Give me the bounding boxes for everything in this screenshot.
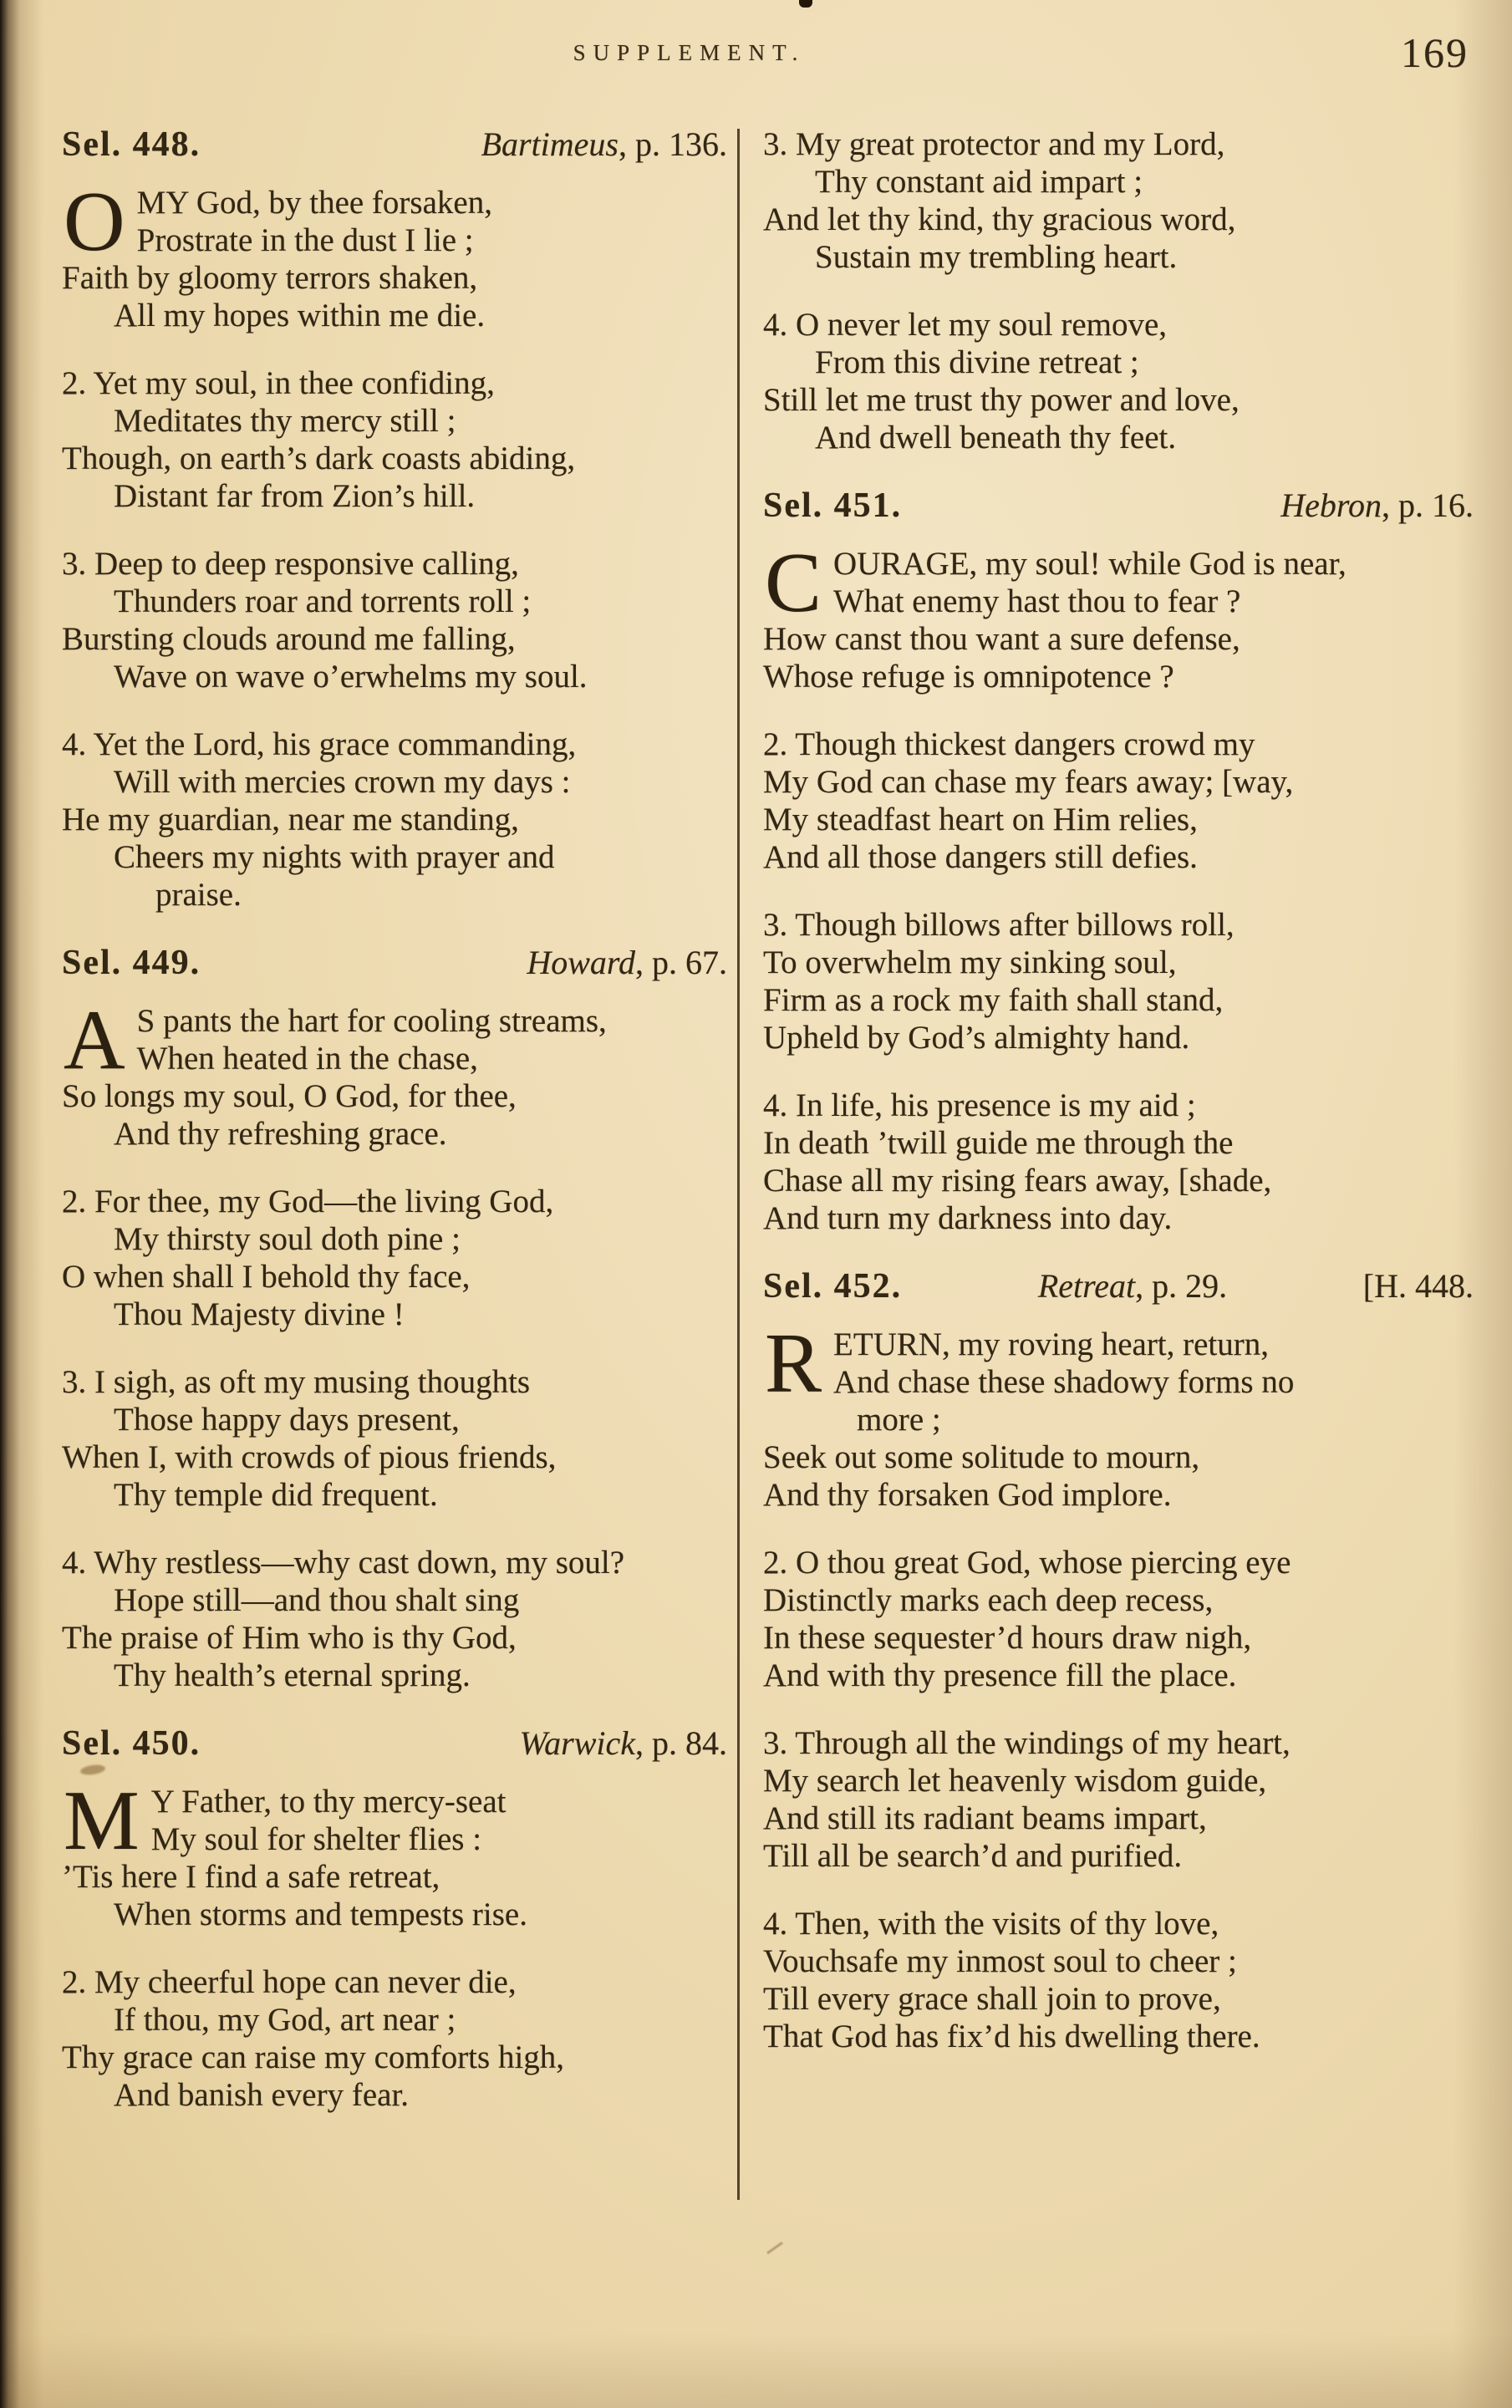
verse-line: All my hopes within me die. xyxy=(114,298,486,333)
verse-line: Distinctly marks each deep recess, xyxy=(763,1582,1214,1618)
verse-line: Hope still—and thou shalt sing xyxy=(114,1582,520,1618)
running-head-title: SUPPLEMENT. xyxy=(573,40,806,65)
verse xyxy=(62,1183,727,1333)
drop-cap-initial: A xyxy=(64,993,125,1087)
tune-reference xyxy=(1038,1267,1227,1305)
verse-line: Distant far from Zion’s hill. xyxy=(114,478,476,514)
column-1 xyxy=(62,125,737,2144)
verse-line: Y Father, to thy mercy-seat xyxy=(150,1784,507,1820)
pen-mark xyxy=(766,2242,783,2254)
verse-line: And chase these shadowy forms no xyxy=(833,1364,1295,1400)
hymn-continuation-block xyxy=(763,125,1474,456)
verse-line: 4. Why restless—why cast down, my soul? xyxy=(62,1545,625,1581)
verse-line: What enemy hast thou to fear ? xyxy=(833,583,1241,619)
selection-number: Sel. 452. xyxy=(763,1267,903,1306)
verse-line: My God can chase my fears away; [way, xyxy=(763,764,1294,800)
verse xyxy=(763,1087,1474,1237)
drop-cap-initial: O xyxy=(64,175,125,269)
column-2 xyxy=(740,125,1474,2085)
verse xyxy=(62,1544,727,1694)
verse-line: The praise of Him who is thy God, xyxy=(62,1620,517,1656)
verse-line: When I, with crowds of pious friends, xyxy=(62,1439,557,1475)
verse-line: Seek out some solitude to mourn, xyxy=(763,1439,1200,1475)
verse-line: Cheers my nights with prayer and xyxy=(114,839,555,875)
hymn-block xyxy=(763,1267,1474,2055)
verse-line: Firm as a rock my faith shall stand, xyxy=(763,982,1224,1018)
tune-page-ref: , p. 136. xyxy=(619,125,727,163)
hymn-cross-ref: [H. 448. xyxy=(1362,1267,1474,1305)
verse-line: ETURN, my roving heart, return, xyxy=(833,1326,1270,1362)
drop-cap-initial: C xyxy=(765,536,822,630)
tune-page-ref: , p. 84. xyxy=(635,1724,727,1762)
page-edge-notch xyxy=(799,0,812,8)
verse-line: Meditates thy mercy still ; xyxy=(114,403,456,439)
verse-line: And dwell beneath thy feet. xyxy=(815,420,1177,456)
verse-line: Thy constant aid impart ; xyxy=(815,164,1143,200)
verse xyxy=(62,545,727,695)
tune-page-ref: , p. 16. xyxy=(1382,486,1474,524)
verse-line: To overwhelm my sinking soul, xyxy=(763,944,1177,980)
verse-line: Thunders roar and torrents roll ; xyxy=(114,583,532,619)
verse-line: Chase all my rising fears away, [shade, xyxy=(763,1163,1272,1199)
tune-page-ref: , p. 29. xyxy=(1135,1267,1228,1305)
verse-line: And thy refreshing grace. xyxy=(114,1116,447,1152)
verse-line: When storms and tempests rise. xyxy=(114,1896,527,1932)
verse-line: Prostrate in the dust I lie ; xyxy=(136,222,474,258)
verse-line: Will with mercies crown my days : xyxy=(114,764,571,800)
verse-line: 4. Yet the Lord, his grace commanding, xyxy=(62,726,577,762)
verse-line: 3. My great protector and my Lord, xyxy=(763,126,1225,162)
tune-reference xyxy=(519,1724,727,1762)
hymn-header xyxy=(763,1267,1474,1306)
hymn-block xyxy=(62,1724,727,2114)
verse-line: MY God, by thee forsaken, xyxy=(136,185,492,221)
verse-line: From this divine retreat ; xyxy=(815,344,1139,380)
verse-line: 2. Though thickest dangers crowd my xyxy=(763,726,1255,762)
tune-page-ref: , p. 67. xyxy=(635,944,727,981)
verse-line: 2. My cheerful hope can never die, xyxy=(62,1964,517,2000)
hymn-header xyxy=(763,486,1474,525)
verse-line: 2. For thee, my God—the living God, xyxy=(62,1184,554,1219)
verse xyxy=(763,1544,1474,1694)
verse-line: 3. I sigh, as oft my musing thoughts xyxy=(62,1364,531,1400)
verse-line: And with thy presence fill the place. xyxy=(763,1657,1237,1693)
selection-number: Sel. 450. xyxy=(62,1724,201,1763)
verse-line: My steadfast heart on Him relies, xyxy=(763,802,1198,837)
verse-line: So longs my soul, O God, for thee, xyxy=(62,1078,517,1114)
verse-line: Whose refuge is omnipotence ? xyxy=(763,659,1174,695)
verse-line: 3. Through all the windings of my heart, xyxy=(763,1725,1291,1761)
verse-line: 2. O thou great God, whose piercing eye xyxy=(763,1545,1291,1581)
hymn-header xyxy=(62,1724,727,1763)
verse xyxy=(62,175,727,334)
running-head xyxy=(0,28,1512,95)
verse-line: Faith by gloomy terrors shaken, xyxy=(62,260,478,296)
drop-cap-initial: M xyxy=(64,1774,140,1868)
hymn-header xyxy=(62,125,727,164)
tune-reference xyxy=(1280,486,1474,524)
verse-line: He my guardian, near me standing, xyxy=(62,802,519,837)
selection-number: Sel. 451. xyxy=(763,486,903,525)
text-columns xyxy=(62,125,1474,2200)
verse-line: When heated in the chase, xyxy=(136,1041,478,1077)
hymn-block xyxy=(763,486,1474,1237)
verse xyxy=(763,1905,1474,2055)
verse-line: Bursting clouds around me falling, xyxy=(62,621,516,657)
hymn-block xyxy=(62,944,727,1694)
verse-line: My search let heavenly wisdom guide, xyxy=(763,1763,1267,1799)
tune-reference xyxy=(527,944,727,981)
verse-line: OURAGE, my soul! while God is near, xyxy=(833,546,1347,582)
tune-name: Warwick xyxy=(519,1724,635,1762)
verse-line: Those happy days present, xyxy=(114,1402,460,1438)
verse-line: And still its radiant beams impart, xyxy=(763,1800,1207,1836)
verse-line: S pants the hart for cooling streams, xyxy=(136,1003,607,1039)
verse-line: Thou Majesty divine ! xyxy=(114,1296,405,1332)
verse xyxy=(763,125,1474,276)
verse-line: And let thy kind, thy gracious word, xyxy=(763,201,1236,237)
verse-line: And banish every fear. xyxy=(114,2077,410,2113)
tune-name: Bartimeus xyxy=(481,125,619,163)
verse-line: Thy grace can raise my comforts high, xyxy=(62,2039,565,2075)
verse-line: That God has fix’d his dwelling there. xyxy=(763,2019,1260,2054)
verse-line: And turn my darkness into day. xyxy=(763,1200,1173,1236)
verse-line: Still let me trust thy power and love, xyxy=(763,382,1240,418)
verse xyxy=(62,364,727,515)
selection-number: Sel. 448. xyxy=(62,125,201,164)
verse xyxy=(763,306,1474,456)
tune-name: Retreat xyxy=(1037,1267,1136,1305)
verse-line: Though, on earth’s dark coasts abiding, xyxy=(62,440,576,476)
verse-line: Upheld by God’s almighty hand. xyxy=(763,1020,1190,1056)
verse xyxy=(62,1363,727,1514)
verse-line: In these sequester’d hours draw nigh, xyxy=(763,1620,1252,1656)
drop-cap-initial: R xyxy=(765,1316,822,1411)
verse-line: And thy forsaken God implore. xyxy=(763,1477,1172,1513)
verse-line: 2. Yet my soul, in thee confiding, xyxy=(62,365,495,401)
hymn-header xyxy=(62,944,727,982)
verse-line: more ; xyxy=(857,1402,941,1438)
verse-line: My soul for shelter flies : xyxy=(150,1821,482,1857)
verse-line: 4. O never let my soul remove, xyxy=(763,307,1168,343)
verse xyxy=(763,1316,1474,1514)
verse-line: Thy health’s eternal spring. xyxy=(114,1657,471,1693)
verse-line: In death ’twill guide me through the xyxy=(763,1125,1234,1161)
tune-name: Howard xyxy=(527,944,635,981)
verse-line: 4. In life, his presence is my aid ; xyxy=(763,1087,1196,1123)
verse-line: If thou, my God, art near ; xyxy=(114,2002,456,2038)
page-number: 169 xyxy=(1401,29,1469,76)
verse-line: Vouchsafe my inmost soul to cheer ; xyxy=(763,1943,1237,1979)
verse-line: 4. Then, with the visits of thy love, xyxy=(763,1906,1219,1942)
verse-line: 3. Though billows after billows roll, xyxy=(763,907,1235,943)
verse-line: praise. xyxy=(155,877,242,913)
verse-line: My thirsty soul doth pine ; xyxy=(114,1221,461,1257)
selection-number: Sel. 449. xyxy=(62,944,201,982)
verse-line: Sustain my trembling heart. xyxy=(815,239,1178,275)
hymn-block xyxy=(62,125,727,914)
verse-line: Till all be search’d and purified. xyxy=(763,1838,1183,1874)
verse-line: How canst thou want a sure defense, xyxy=(763,621,1240,657)
tune-name: Hebron xyxy=(1280,486,1382,524)
verse xyxy=(763,536,1474,695)
verse xyxy=(62,993,727,1153)
verse xyxy=(763,906,1474,1056)
verse xyxy=(763,1724,1474,1875)
verse-line: Wave on wave o’erwhelms my soul. xyxy=(114,659,588,695)
verse xyxy=(62,1963,727,2114)
verse-line: And all those dangers still defies. xyxy=(763,839,1198,875)
verse-line: Thy temple did frequent. xyxy=(114,1477,438,1513)
verse xyxy=(62,1774,727,1933)
verse xyxy=(763,725,1474,876)
verse-line: Till every grace shall join to prove, xyxy=(763,1981,1221,2017)
tune-reference xyxy=(481,125,727,163)
verse xyxy=(62,725,727,914)
verse-line: ’Tis here I find a safe retreat, xyxy=(62,1859,440,1895)
verse-line: O when shall I behold thy face, xyxy=(62,1259,471,1295)
verse-line: 3. Deep to deep responsive calling, xyxy=(62,546,519,582)
